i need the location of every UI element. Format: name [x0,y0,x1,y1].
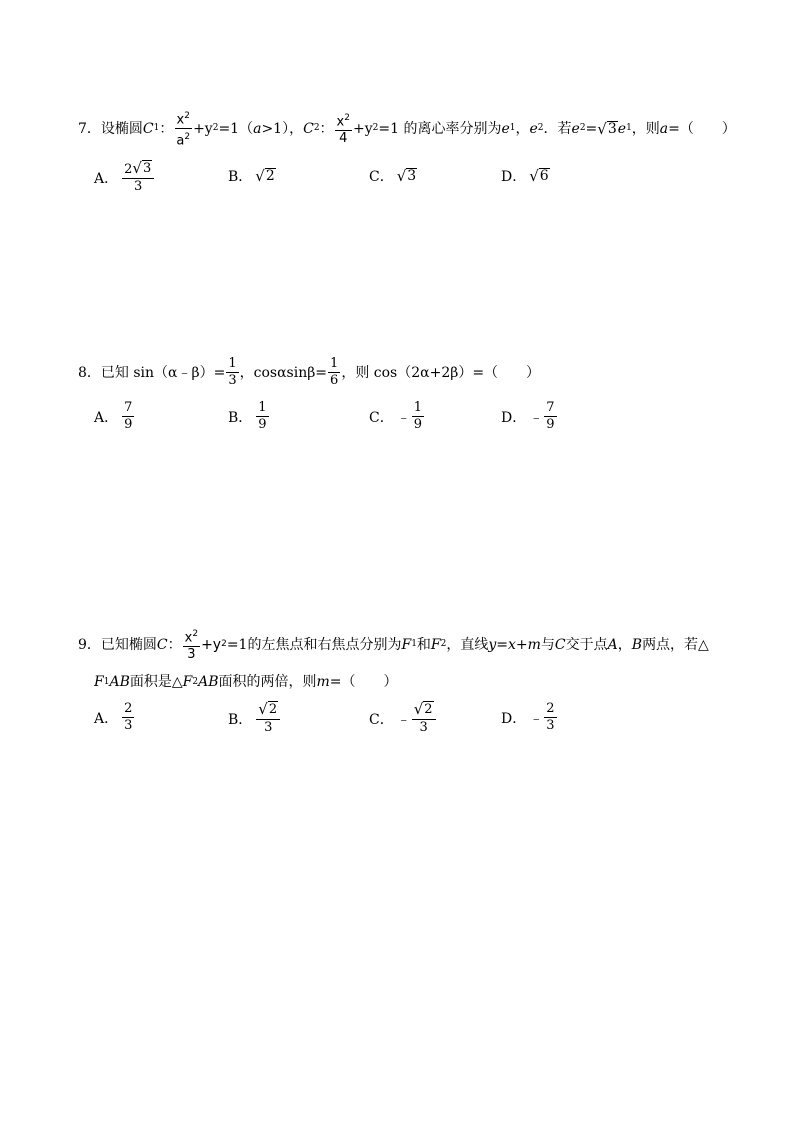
question-7-stem: 7． 设椭圆 C 1 ： $\frac{x^2}{a^2}$ +y 2 =1（ a >1）， C 2 ： $\frac{x^2}{4}$ +y 2 =1 的离心率分别为 e 1 ， e 2 ．若 e 2 = √ 3 e 1 ，则 a =（ ） [78,108,736,150]
question-9-stem-line-2: F 1 AB 面积是△ F 2 AB 面积的两倍，则 m =（ ） [94,674,398,690]
question-9-number: 9． [78,636,101,653]
question-9-option-c[interactable]: C． ﹣ √ 2 3 [369,701,437,736]
question-7-option-a[interactable]: A． 2 √ 3 3 [94,160,155,195]
question-8-option-c[interactable]: C． ﹣ $\frac{1}{9}$ [369,400,422,432]
question-8-option-b[interactable]: B． $\frac{1}{9}$ [228,400,267,432]
question-8-stem: 8． 已知 sin（α﹣β）= $\frac{1}{3}$ ，cosαsinβ= $\frac{1}{6}$ ，则 cos（2α+2β）=（ ） [78,356,541,388]
question-8-option-a[interactable]: A． $\frac{7}{9}$ [94,400,133,432]
fraction-x2-over-a2: $\frac{x^2}{a^2}$ [174,108,192,150]
sqrt-3: √ 3 [597,119,617,138]
fraction-x2-over-4: $\frac{x^2}{4}$ [335,110,352,147]
question-7-option-c[interactable]: C． √ 3 [369,167,417,185]
question-8-option-d[interactable]: D． ﹣ $\frac{7}{9}$ [501,400,555,432]
question-9-option-d[interactable]: D． ﹣ $\frac{2}{3}$ [501,701,555,733]
question-7-option-d[interactable]: D． √ 6 [501,167,549,185]
question-7-option-b[interactable]: B． √ 2 [228,167,275,185]
question-9-option-b[interactable]: B． √ 2 3 [228,701,281,736]
question-8-number: 8． [78,364,101,381]
question-9-option-a[interactable]: A． $\frac{2}{3}$ [94,701,133,733]
question-7-number: 7． [78,120,101,137]
question-9-stem: 9． 已知椭圆 C ： $\frac{x^2}{3}$ +y 2 =1的左焦点和右焦点分别为 F 1 和 F 2 ，直线 y=x+m 与 C 交于点 A ， B 两点，若△ [78,626,709,663]
